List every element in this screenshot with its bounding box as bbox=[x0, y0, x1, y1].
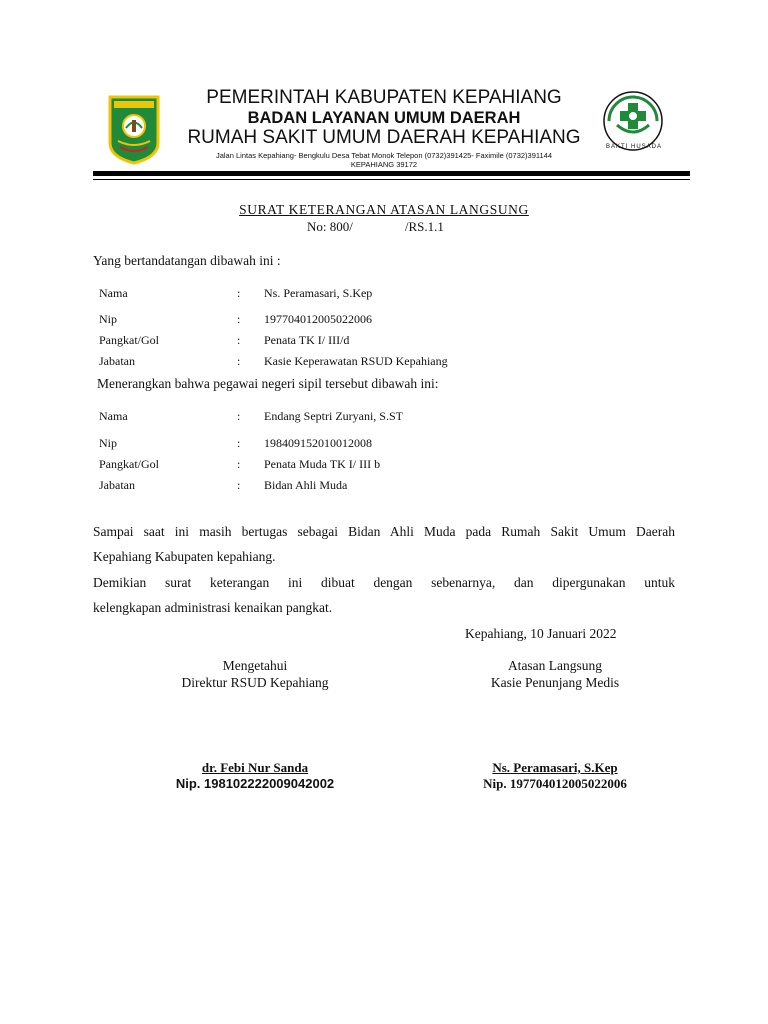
field-label: Nama bbox=[99, 286, 128, 300]
field-label: Nama bbox=[99, 409, 128, 423]
bakti-husada-logo-text: BAKTI HUSADA bbox=[606, 144, 663, 150]
field-value: Penata Muda TK I/ III b bbox=[264, 457, 381, 471]
signature-left-nip: Nip. 198102222009042002 bbox=[175, 776, 335, 791]
letterhead-government: PEMERINTAH KABUPATEN KEPAHIANG bbox=[206, 87, 562, 108]
field-value: Bidan Ahli Muda bbox=[264, 478, 348, 492]
statement-text: Menerangkan bahwa pegawai negeri sipil tersebut dibawah ini: bbox=[97, 376, 439, 391]
field-label: Jabatan bbox=[99, 478, 135, 492]
letterhead-rule-thin bbox=[93, 179, 690, 180]
letter-title: SURAT KETERANGAN ATASAN LANGSUNG bbox=[239, 202, 529, 217]
letterhead-rule bbox=[93, 171, 690, 176]
field-value: Ns. Peramasari, S.Kep bbox=[264, 286, 373, 300]
field-value: Penata TK I/ III/d bbox=[264, 333, 350, 347]
body-paragraph-1-line-2: Kepahiang Kabupaten kepahiang. bbox=[93, 549, 276, 564]
intro-text: Yang bertandatangan dibawah ini : bbox=[93, 253, 281, 268]
field-colon: : bbox=[237, 436, 241, 450]
field-colon: : bbox=[237, 354, 241, 368]
signature-left-title: Direktur RSUD Kepahiang bbox=[181, 675, 329, 690]
field-colon: : bbox=[237, 286, 241, 300]
letter-number bbox=[307, 219, 444, 235]
field-label: Pangkat/Gol bbox=[99, 457, 159, 471]
signature-right-title: Kasie Penunjang Medis bbox=[490, 675, 620, 690]
field-value: Kasie Keperawatan RSUD Kepahiang bbox=[264, 354, 448, 368]
field-label: Jabatan bbox=[99, 354, 135, 368]
signature-right-nip: Nip. 197704012005022006 bbox=[483, 776, 627, 791]
signature-right-caption: Atasan Langsung bbox=[507, 658, 603, 673]
letterhead-agency: BADAN LAYANAN UMUM DAERAH bbox=[247, 109, 521, 127]
field-colon: : bbox=[237, 333, 241, 347]
letterhead bbox=[0, 0, 768, 190]
signature-left-caption: Mengetahui bbox=[222, 658, 288, 673]
letterhead-hospital: RUMAH SAKIT UMUM DAERAH KEPAHIANG bbox=[187, 127, 581, 148]
letterhead-postal-code: KEPAHIANG 39172 bbox=[350, 160, 418, 169]
field-colon: : bbox=[237, 478, 241, 492]
field-value: 198409152010012008 bbox=[264, 436, 372, 450]
field-label: Nip bbox=[99, 436, 117, 450]
letter-number-prefix: No: 800/ bbox=[307, 219, 353, 234]
field-value: Endang Septri Zuryani, S.ST bbox=[264, 409, 403, 423]
body-paragraph-1-line-1: Sampai saat ini masih bertugas sebagai Bidan Ahli Muda pada Rumah Sakit Umum Daerah bbox=[93, 524, 675, 539]
field-colon: : bbox=[237, 409, 241, 423]
field-value: 197704012005022006 bbox=[264, 312, 372, 326]
field-label: Pangkat/Gol bbox=[99, 333, 159, 347]
field-label: Nip bbox=[99, 312, 117, 326]
field-colon: : bbox=[237, 457, 241, 471]
letterhead-address: Jalan Lintas Kepahiang- Bengkulu Desa Tebat Monok Telepon (0732)391425- Faximile (0732)391144 bbox=[215, 151, 553, 160]
signature-left-name: dr. Febi Nur Sanda bbox=[201, 760, 309, 775]
body-paragraph-2-line-2: kelengkapan administrasi kenaikan pangkat. bbox=[93, 600, 333, 615]
field-colon: : bbox=[237, 312, 241, 326]
signature-right-name: Ns. Peramasari, S.Kep bbox=[492, 760, 618, 775]
place-date: Kepahiang, 10 Januari 2022 bbox=[465, 626, 617, 641]
letter-number-suffix: /RS.1.1 bbox=[404, 219, 444, 234]
body-paragraph-2-line-1: Demikian surat keterangan ini dibuat dengan sebenarnya, dan dipergunakan untuk bbox=[93, 575, 675, 590]
